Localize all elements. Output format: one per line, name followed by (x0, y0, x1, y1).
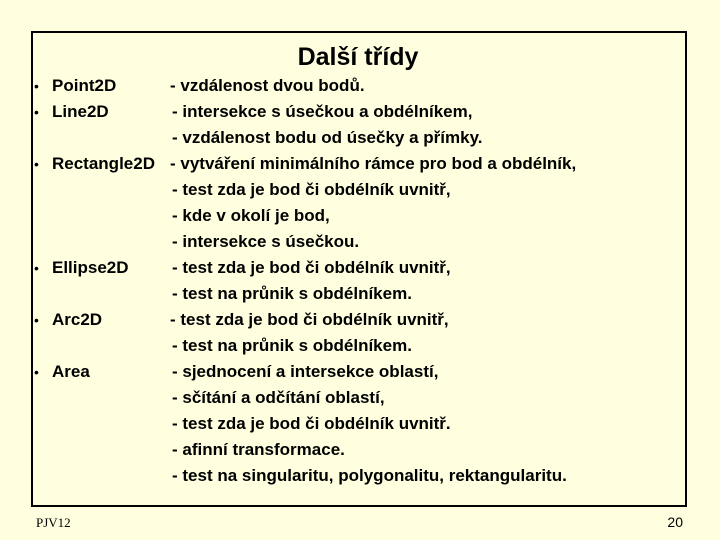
class-description: - kde v okolí je bod, (172, 206, 330, 225)
class-description: - sjednocení a intersekce oblastí, (172, 362, 439, 381)
class-description: - vytváření minimálního rámce pro bod a obdélník, (170, 154, 577, 173)
class-description: - afinní transformace. (172, 440, 345, 459)
class-description: - test zda je bod či obdélník uvnitř. (172, 414, 451, 433)
slide-title (0, 43, 720, 72)
class-description: - intersekce s úsečkou. (172, 232, 360, 251)
page-number: 20 (667, 514, 683, 530)
bullet-marker: • (34, 260, 39, 276)
class-name: Point2D (52, 76, 117, 95)
bullet-marker: • (34, 364, 39, 380)
class-name: Arc2D (52, 310, 103, 329)
class-name: Area (52, 362, 90, 381)
bullet-marker: • (34, 156, 39, 172)
class-description: - sčítání a odčítání oblastí, (172, 388, 385, 407)
class-name: Ellipse2D (52, 258, 129, 277)
class-description: - test na průnik s obdélníkem. (172, 284, 412, 303)
slide-title-text: Další třídy (297, 43, 419, 71)
bullet-marker: • (34, 78, 39, 94)
class-name: Rectangle2D (52, 154, 155, 173)
class-description: - test na singularitu, polygonalitu, rektangularitu. (172, 466, 567, 485)
bullet-marker: • (34, 312, 39, 328)
class-description: - test na průnik s obdélníkem. (172, 336, 412, 355)
footer-course-code: PJV12 (36, 515, 71, 530)
class-description: - test zda je bod či obdélník uvnitř, (172, 258, 451, 277)
class-description: - test zda je bod či obdélník uvnitř, (172, 180, 451, 199)
class-description: - test zda je bod či obdélník uvnitř, (170, 310, 449, 329)
class-name: Line2D (52, 102, 109, 121)
class-description: - intersekce s úsečkou a obdélníkem, (172, 102, 473, 121)
class-description: - vzdálenost dvou bodů. (170, 76, 365, 95)
bullet-marker: • (34, 104, 39, 120)
class-description: - vzdálenost bodu od úsečky a přímky. (172, 128, 483, 147)
